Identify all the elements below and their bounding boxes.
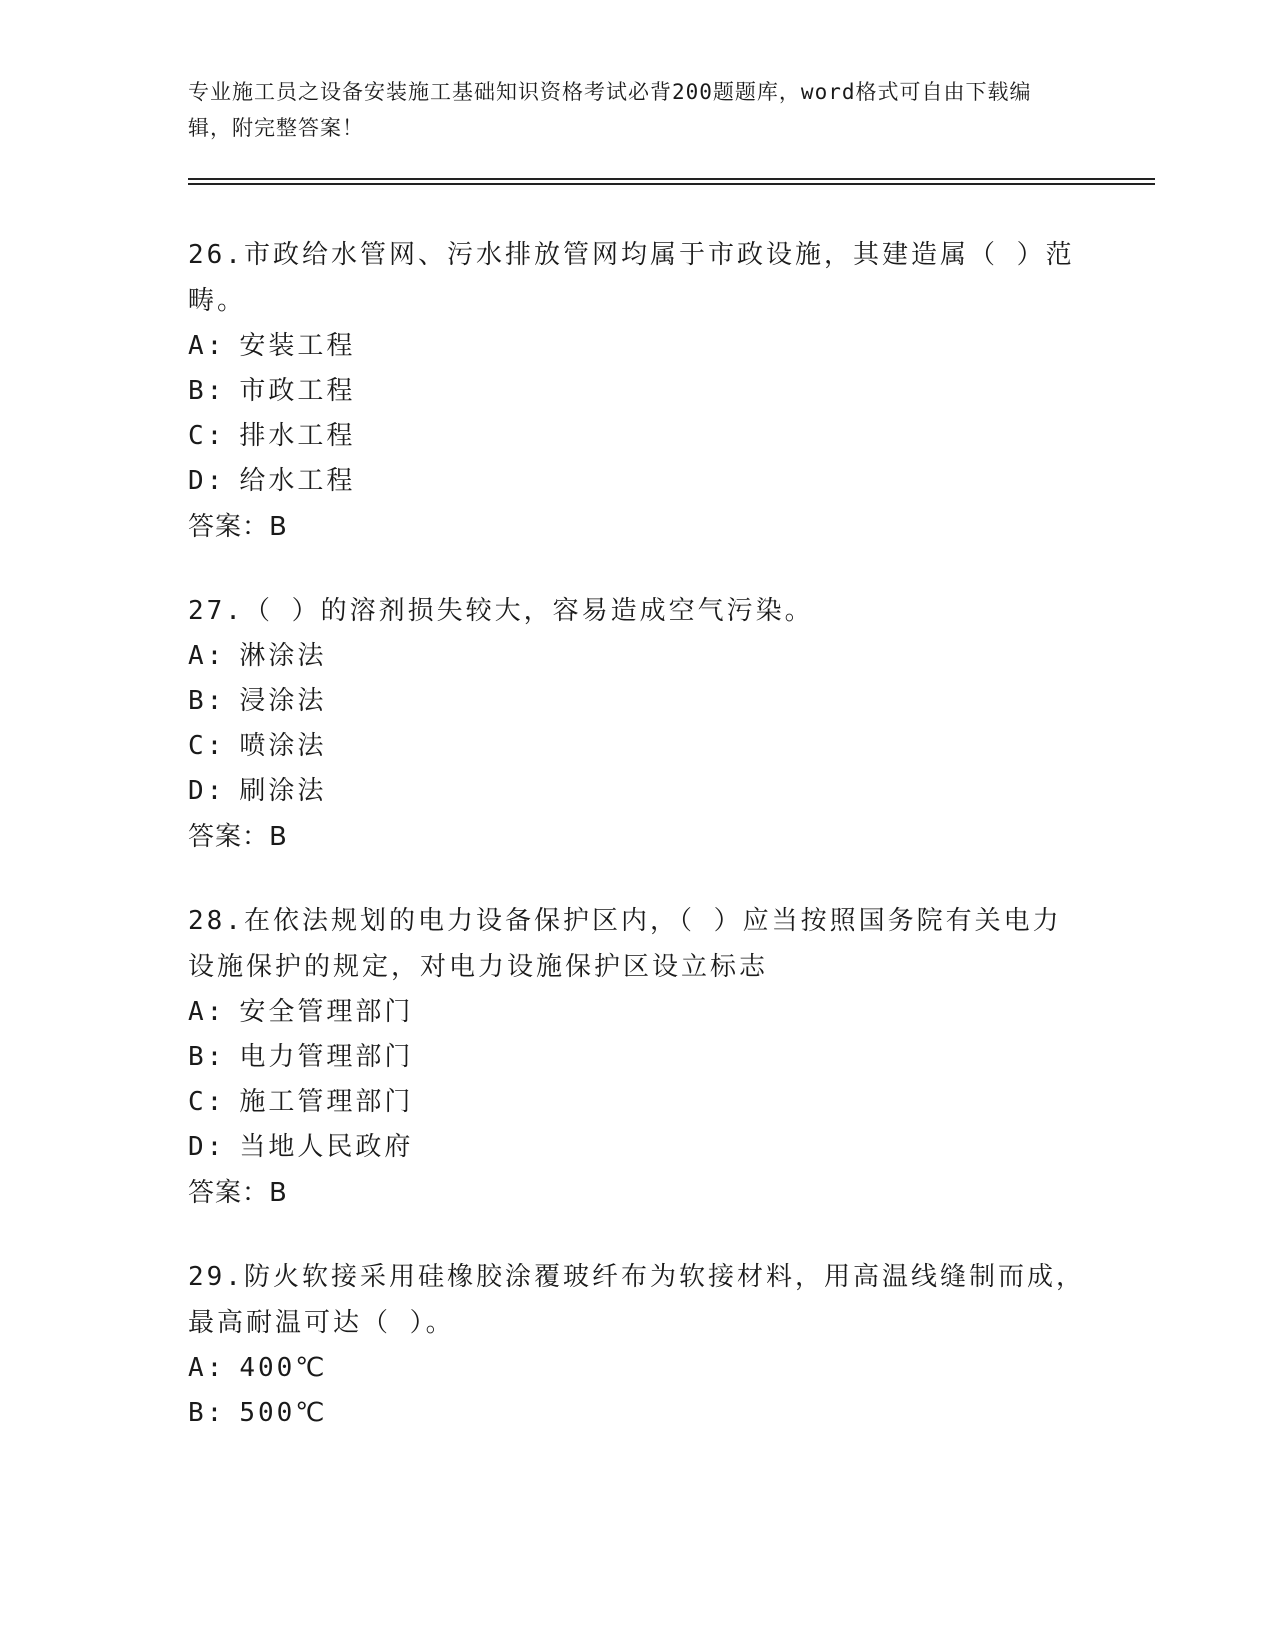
option-c [188,724,1088,769]
option-text: 电力管理部门 [239,1042,414,1072]
option-d [188,459,1088,504]
option-b [188,1035,1088,1080]
option-label: A: [188,997,226,1027]
option-label: D: [188,1132,226,1162]
option-text: 排水工程 [239,421,356,451]
option-label: A: [188,331,226,361]
option-text: 浸涂法 [239,686,327,716]
answer-line: 答案：B [188,1178,288,1208]
option-d [188,769,1088,814]
answer-line: 答案：B [188,512,288,542]
option-text: 给水工程 [239,466,356,496]
question-list [188,232,1088,1474]
option-a [188,324,1088,369]
option-label: A: [188,641,226,671]
option-a [188,990,1088,1035]
header-rule-bottom [188,183,1155,185]
option-label: B: [188,1042,226,1072]
option-c [188,414,1088,459]
option-text: 500℃ [239,1398,328,1428]
option-text: 刷涂法 [239,776,327,806]
question-stem: 27.（ ）的溶剂损失较大，容易造成空气污染。 [188,596,814,626]
option-text: 当地人民政府 [239,1132,414,1162]
question-stem: 28.在依法规划的电力设备保护区内，（ ）应当按照国务院有关电力设施保护的规定，对电力设施保护区设立标志 [188,906,1062,982]
question-28 [188,898,1088,1216]
option-label: B: [188,1398,226,1428]
option-b [188,1391,1088,1436]
question-stem: 29.防火软接采用硅橡胶涂覆玻纤布为软接材料，用高温线缝制而成，最高耐温可达（ ）。 [188,1262,1085,1338]
option-a [188,1346,1088,1391]
option-label: A: [188,1353,226,1383]
option-text: 安装工程 [239,331,356,361]
option-label: C: [188,421,226,451]
option-d [188,1125,1088,1170]
option-b [188,369,1088,414]
option-c [188,1080,1088,1125]
answer-line: 答案：B [188,822,288,852]
option-a [188,634,1088,679]
option-label: D: [188,466,226,496]
option-label: D: [188,776,226,806]
option-label: C: [188,1087,226,1117]
question-26 [188,232,1088,550]
option-text: 淋涂法 [239,641,327,671]
question-29 [188,1254,1088,1436]
option-text: 市政工程 [239,376,356,406]
option-label: B: [188,376,226,406]
question-stem: 26.市政给水管网、污水排放管网均属于市政设施，其建造属（ ）范畴。 [188,240,1075,316]
document-header: 专业施工员之设备安装施工基础知识资格考试必背200题题库，word格式可自由下载编辑，附完整答案！ [188,80,1032,140]
option-text: 400℃ [239,1353,328,1383]
question-27 [188,588,1088,860]
option-label: C: [188,731,226,761]
option-text: 施工管理部门 [239,1087,414,1117]
header-rule-top [188,178,1155,180]
option-label: B: [188,686,226,716]
option-text: 喷涂法 [239,731,327,761]
option-text: 安全管理部门 [239,997,414,1027]
option-b [188,679,1088,724]
